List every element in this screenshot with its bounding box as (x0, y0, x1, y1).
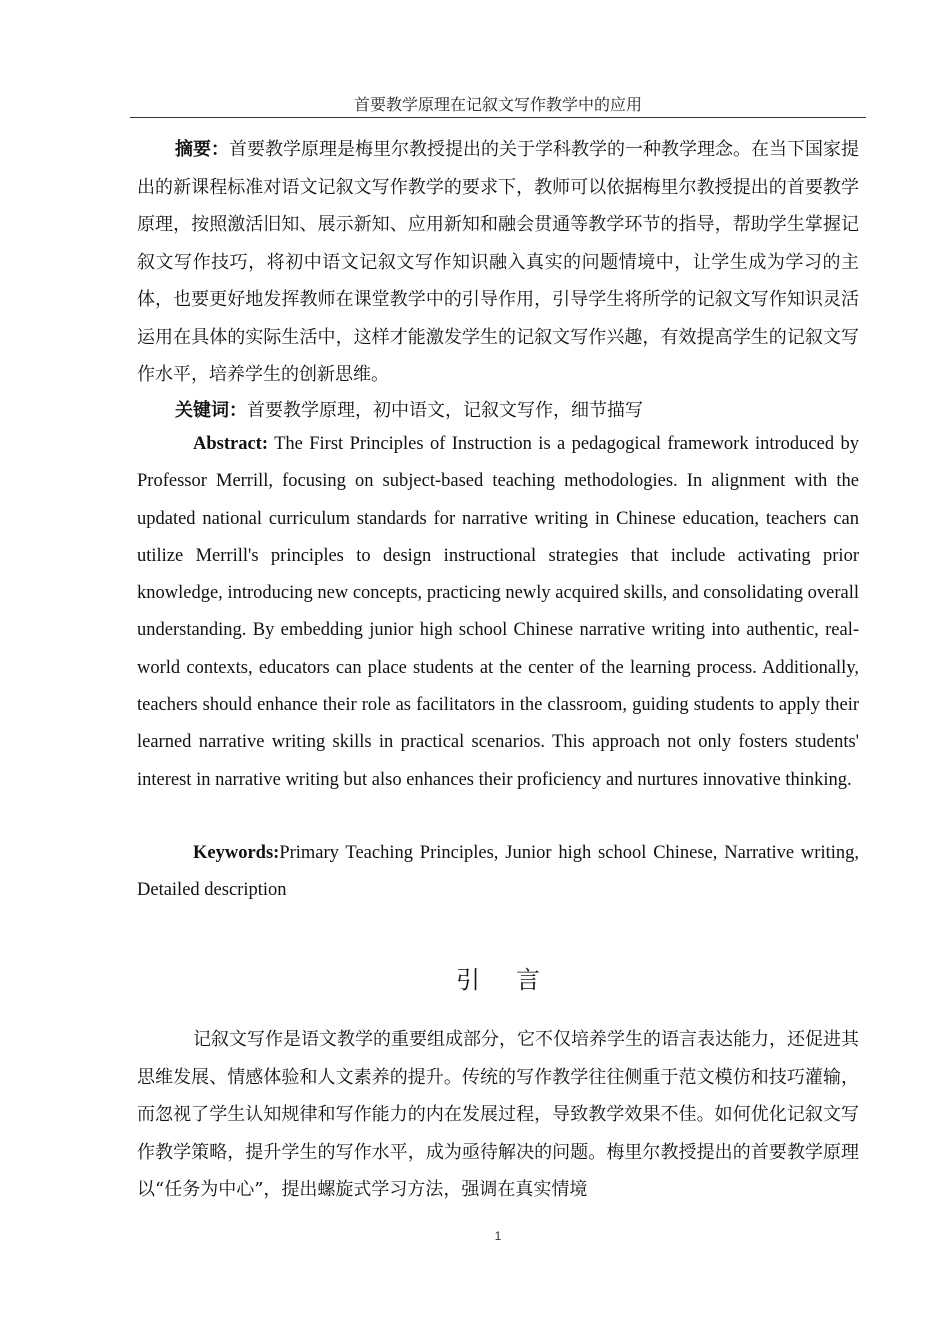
chinese-keywords-text: 首要教学原理，初中语文，记叙文写作，细节描写 (247, 400, 643, 421)
english-abstract (137, 426, 859, 799)
chinese-keywords-label: 关键词： (175, 400, 247, 421)
running-header: 首要教学原理在记叙文写作教学中的应用 (353, 95, 642, 114)
chinese-abstract (137, 131, 859, 394)
english-keywords (137, 835, 859, 910)
introduction-heading: 引言 (456, 966, 576, 994)
chinese-abstract-label: 摘要： (175, 139, 229, 160)
header-rule (130, 117, 866, 118)
chinese-keywords (137, 392, 859, 429)
introduction-paragraph: 记叙文写作是语文教学的重要组成部分，它不仅培养学生的语言表达能力，还促进其思维发展、情感体验和人文素养的提升。传统的写作教学往往侧重于范文模仿和技巧灌输，而忽视了学生认知规律和写作能力的内在发展过程，导致教学效果不佳。如何优化记叙文写作教学策略，提升学生的写作水平，成为亟待解决的问题。梅里尔教授提出的首要教学原理以“任务为中心”，提出螺旋式学习方法，强调在真实情境 (137, 1029, 859, 1201)
page-number: 1 (494, 1229, 502, 1243)
chinese-abstract-text: 首要教学原理是梅里尔教授提出的关于学科教学的一种教学理念。在当下国家提出的新课程标准对语文记叙文写作教学的要求下，教师可以依据梅里尔教授提出的首要教学原理，按照激活旧知、展示新知、应用新知和融会贯通等教学环节的指导，帮助学生掌握记叙文写作技巧，将初中语文记叙文写作知识融入真实的问题情境中，让学生成为学习的主体，也要更好地发挥教师在课堂教学中的引导作用，引导学生将所学的记叙文写作知识灵活运用在具体的实际生活中，这样才能激发学生的记叙文写作兴趣，有效提高学生的记叙文写作水平，培养学生的创新思维。 (137, 139, 859, 385)
english-keywords-label: Keywords: (193, 843, 280, 863)
english-abstract-label: Abstract: (193, 434, 269, 454)
english-keywords-text: Primary Teaching Principles, Junior high school Chinese, Narrative writing, Detailed description (137, 843, 859, 901)
english-abstract-text: The First Principles of Instruction is a pedagogical framework introduced by Professor Merrill, focusing on subject-based teaching methodologies. In alignment with the updated national curriculum standards for narrative writing in Chinese education, teachers can utilize Merrill's principles to design instructional strategies that include activating prior knowledge, introducing new concepts, practicing newly acquired skills, and consolidating overall understanding. By embedding junior high school Chinese narrative writing into authentic, real-world contexts, educators can place students at the center of the learning process. Additionally, teachers should enhance their role as facilitators in the classroom, guiding students to apply their learned narrative writing skills in practical scenarios. This approach not only fosters students' interest in narrative writing but also enhances their proficiency and nurtures innovative thinking. (137, 434, 859, 790)
